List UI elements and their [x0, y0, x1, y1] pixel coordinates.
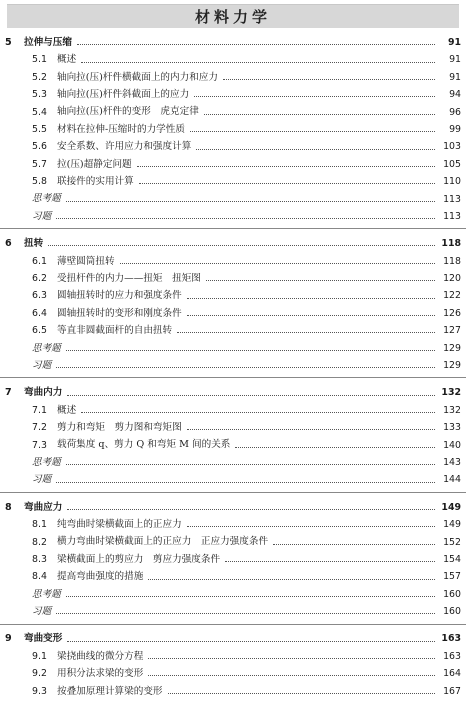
section-entry[interactable]	[0, 121, 466, 138]
section-title: 受扭杆件的内力——扭矩 扭矩图	[57, 272, 201, 284]
page-number: 144	[443, 474, 461, 486]
dot-leader	[204, 114, 435, 115]
exercise-title: 思考题	[32, 588, 61, 600]
section-entry[interactable]	[0, 86, 466, 103]
page-number: 91	[449, 54, 461, 66]
dot-leader	[235, 447, 435, 448]
section-title: 纯弯曲时梁横截面上的正应力	[57, 519, 182, 531]
section-entry[interactable]	[0, 322, 466, 339]
dot-leader	[56, 613, 435, 614]
page-number: 129	[443, 360, 461, 372]
chapter-divider	[0, 492, 466, 493]
section-entry[interactable]	[0, 534, 466, 551]
page-number: 126	[443, 307, 461, 319]
chapter-number: 6	[5, 238, 12, 250]
section-entry[interactable]	[0, 648, 466, 665]
exercise-title: 习题	[32, 359, 52, 371]
chapter-title: 拉伸与压缩	[24, 36, 72, 48]
section-number: 7.1	[32, 404, 47, 416]
section-number: 9.1	[32, 650, 47, 662]
chapter-number: 9	[5, 633, 12, 645]
book-title: 材料力学	[194, 8, 271, 26]
chapter-number: 7	[5, 387, 12, 399]
section-title: 材料在拉伸-压缩时的力学性质	[57, 123, 185, 135]
section-title: 提高弯曲强度的措施	[57, 571, 144, 583]
exercise-entry[interactable]	[0, 586, 466, 603]
dot-leader	[148, 675, 435, 676]
exercise-title: 思考题	[32, 342, 61, 354]
chapter-block	[0, 235, 466, 374]
page-number: 122	[443, 290, 461, 302]
page-number: 152	[443, 536, 461, 548]
page-number: 96	[449, 106, 461, 118]
page-number: 164	[443, 668, 461, 680]
page-number: 157	[443, 571, 461, 583]
section-entry[interactable]	[0, 287, 466, 304]
exercise-entry[interactable]	[0, 603, 466, 620]
chapter-title: 弯曲应力	[24, 501, 63, 513]
dot-leader	[67, 509, 435, 510]
chapter-entry[interactable]	[0, 384, 466, 401]
section-number: 5.4	[32, 106, 47, 118]
chapter-block	[0, 34, 466, 225]
section-entry[interactable]	[0, 516, 466, 533]
section-entry[interactable]	[0, 568, 466, 585]
dot-leader	[168, 693, 435, 694]
section-title: 安全系数、许用应力和强度计算	[57, 141, 192, 153]
section-number: 5.8	[32, 176, 47, 188]
page-number: 140	[443, 439, 461, 451]
page-number: 99	[449, 123, 461, 135]
chapter-divider	[0, 377, 466, 378]
page-number: 91	[447, 36, 461, 48]
dot-leader	[196, 149, 435, 150]
page-number: 163	[441, 633, 461, 645]
dot-leader	[187, 298, 435, 299]
page-number: 154	[443, 553, 461, 565]
exercise-title: 思考题	[32, 456, 61, 468]
section-number: 8.1	[32, 519, 47, 531]
page-number: 91	[449, 71, 461, 83]
section-entry[interactable]	[0, 104, 466, 121]
chapter-entry[interactable]	[0, 499, 466, 516]
section-title: 圆轴扭转时的应力和强度条件	[57, 290, 182, 302]
chapter-title: 扭转	[24, 238, 44, 250]
section-entry[interactable]	[0, 173, 466, 190]
page-number: 160	[443, 588, 461, 600]
chapter-title: 弯曲内力	[24, 387, 63, 399]
section-number: 9.3	[32, 685, 47, 697]
page-number: 143	[443, 456, 461, 468]
section-title: 概述	[57, 404, 77, 416]
dot-leader	[67, 395, 435, 396]
page-number: 105	[443, 158, 461, 170]
dot-leader	[206, 280, 435, 281]
exercise-title: 思考题	[32, 193, 61, 205]
section-number: 5.1	[32, 54, 47, 66]
dot-leader	[81, 62, 435, 63]
section-entry[interactable]	[0, 419, 466, 436]
dot-leader	[273, 544, 435, 545]
chapter-divider	[0, 228, 466, 229]
dot-leader	[81, 412, 435, 413]
exercise-entry[interactable]	[0, 208, 466, 225]
page-number: 129	[443, 342, 461, 354]
dot-leader	[187, 315, 435, 316]
exercise-title: 习题	[32, 606, 52, 617]
dot-leader	[190, 131, 435, 132]
page-number: 133	[443, 422, 461, 434]
page-number: 132	[443, 404, 461, 416]
section-title: 载荷集度 q、剪力 Q 和弯矩 M 间的关系	[57, 439, 231, 451]
chapter-number: 5	[5, 36, 12, 48]
exercise-entry[interactable]	[0, 191, 466, 208]
section-entry[interactable]	[0, 402, 466, 419]
section-title: 横力弯曲时梁横截面上的正应力 正应力强度条件	[57, 536, 269, 548]
section-number: 7.3	[32, 439, 47, 451]
section-entry[interactable]	[0, 551, 466, 568]
page-number: 113	[443, 193, 461, 205]
page-number: 118	[441, 238, 461, 250]
section-title: 梁挠曲线的微分方程	[57, 650, 144, 662]
section-title: 等直非圆截面杆的自由扭转	[57, 325, 173, 337]
section-number: 6.4	[32, 307, 47, 319]
section-title: 剪力和弯矩 剪力图和弯矩图	[57, 422, 182, 434]
exercise-title: 习题	[32, 210, 52, 222]
section-number: 9.2	[32, 668, 47, 680]
dot-leader	[120, 263, 435, 264]
page-number: 163	[443, 650, 461, 662]
section-entry[interactable]	[0, 270, 466, 287]
exercise-entry[interactable]	[0, 454, 466, 471]
section-entry[interactable]	[0, 437, 466, 454]
page-number: 149	[443, 519, 461, 531]
dot-leader	[187, 526, 435, 527]
section-title: 轴向拉(压)杆件的变形 虎克定律	[57, 106, 199, 118]
exercise-title: 习题	[32, 474, 52, 486]
section-number: 5.7	[32, 158, 47, 170]
page-number: 113	[443, 210, 461, 222]
chapter-entry[interactable]	[0, 631, 466, 648]
section-number: 6.5	[32, 325, 47, 337]
section-number: 5.5	[32, 123, 47, 135]
dot-leader	[66, 464, 435, 465]
section-entry[interactable]	[0, 665, 466, 682]
page-number: 120	[443, 273, 461, 285]
dot-leader	[66, 596, 435, 597]
page-number: 160	[443, 606, 461, 618]
dot-leader	[66, 201, 435, 202]
dot-leader	[187, 429, 435, 430]
dot-leader	[67, 641, 435, 642]
page-number: 94	[449, 89, 461, 101]
chapter-title: 弯曲变形	[24, 633, 63, 645]
page-number: 110	[443, 176, 461, 188]
exercise-entry[interactable]	[0, 471, 466, 488]
section-title: 联接件的实用计算	[57, 176, 134, 188]
chapter-block	[0, 384, 466, 488]
dot-leader	[139, 183, 435, 184]
chapter-entry[interactable]	[0, 34, 466, 51]
dot-leader	[148, 658, 435, 659]
section-entry[interactable]	[0, 138, 466, 155]
dot-leader	[66, 350, 435, 351]
section-entry[interactable]	[0, 69, 466, 86]
dot-leader	[56, 482, 435, 483]
chapter-block	[0, 499, 466, 621]
page-number: 132	[441, 387, 461, 399]
page-number: 127	[443, 325, 461, 337]
section-entry[interactable]	[0, 305, 466, 322]
chapter-entry[interactable]	[0, 235, 466, 252]
page-header	[7, 4, 459, 28]
section-title: 按叠加原理计算梁的变形	[57, 685, 163, 697]
section-number: 6.3	[32, 290, 47, 302]
section-number: 5.6	[32, 141, 47, 153]
section-entry[interactable]	[0, 51, 466, 68]
section-title: 轴向拉(压)杆件横截面上的内力和应力	[57, 71, 218, 83]
page-number: 118	[443, 255, 461, 267]
section-title: 薄壁圆筒扭转	[57, 255, 115, 267]
section-entry[interactable]	[0, 683, 466, 700]
section-number: 7.2	[32, 422, 47, 434]
section-title: 圆轴扭转时的变形和刚度条件	[57, 307, 182, 319]
section-number: 8.2	[32, 536, 47, 548]
dot-leader	[48, 245, 435, 246]
section-number: 8.4	[32, 571, 47, 583]
section-entry[interactable]	[0, 253, 466, 270]
page-number: 167	[443, 685, 461, 697]
dot-leader	[223, 79, 435, 80]
exercise-entry[interactable]	[0, 340, 466, 357]
section-number: 5.3	[32, 89, 47, 101]
chapter-number: 8	[5, 501, 12, 513]
section-number: 6.1	[32, 255, 47, 267]
section-title: 拉(压)超静定问题	[57, 158, 132, 170]
dot-leader	[77, 44, 435, 45]
section-title: 用积分法求梁的变形	[57, 668, 144, 680]
section-title: 轴向拉(压)杆件斜截面上的应力	[57, 89, 190, 101]
exercise-entry[interactable]	[0, 357, 466, 374]
table-of-contents	[0, 34, 466, 703]
dot-leader	[177, 332, 435, 333]
section-title: 概述	[57, 54, 77, 66]
page-number: 103	[443, 141, 461, 153]
dot-leader	[137, 166, 435, 167]
section-number: 8.3	[32, 553, 47, 565]
chapter-block	[0, 631, 466, 701]
section-number: 5.2	[32, 71, 47, 83]
dot-leader	[194, 96, 435, 97]
section-entry[interactable]	[0, 156, 466, 173]
dot-leader	[56, 218, 435, 219]
dot-leader	[148, 579, 435, 580]
page-number: 149	[441, 501, 461, 513]
chapter-divider	[0, 624, 466, 625]
dot-leader	[56, 367, 435, 368]
section-title: 梁横截面上的剪应力 剪应力强度条件	[57, 553, 221, 565]
dot-leader	[225, 561, 435, 562]
section-number: 6.2	[32, 273, 47, 285]
